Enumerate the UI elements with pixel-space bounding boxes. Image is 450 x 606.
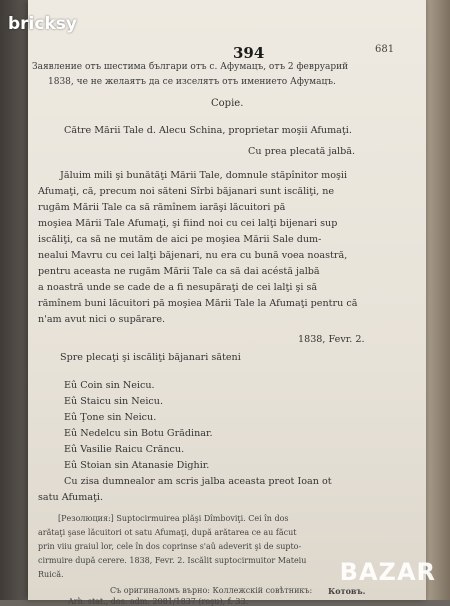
body-line: n'am avut nici o supărare. xyxy=(38,314,166,325)
certification-line: Съ оригиналомъ върно: Коллежскій совѣтникъ: xyxy=(110,586,313,595)
signature-line: Eû Ţone sin Neicu. xyxy=(64,412,157,423)
address-line: Către Mării Tale d. Alecu Schina, proprietar moşii Afumaţi. xyxy=(64,125,352,136)
body-line: Jăluim mili şi bunătăţi Mării Tale, domnule stăpînitor moşii xyxy=(60,170,348,181)
page-number: 394 xyxy=(233,44,265,62)
certification-name: Котовъ. xyxy=(328,586,366,596)
date: 1838, Fevr. 2. xyxy=(298,334,365,345)
body-line: moşiea Mării Tale Afumaţi, şi fiind noi cu cei lalţi bijenari sup xyxy=(38,218,338,229)
body-line: pentru aceasta ne rugăm Mării Tale ca să dai acéstă jalbă xyxy=(38,266,320,277)
body-line: rămînem buni lăcuitori pă moşiea Mării Tale la Afumaţi pentru că xyxy=(38,298,358,309)
resolution-line: prin viiu graiul lor, cele în dos coprinse s'aû adeverit şi de supto- xyxy=(38,542,302,551)
book-page xyxy=(28,0,426,606)
archive-footnote: Arh. stat., dos. adm. 2081/1837 (roşu), f. 33. xyxy=(68,597,249,606)
body-line: Afumaţi, că, precum noi săteni Sîrbi băjanari sunt iscăliţi, ne xyxy=(38,186,335,197)
body-line: iscăliţi, ca să ne mutăm de aici pe moşiea Mării Sale dum- xyxy=(38,234,322,245)
signature-line: Eû Vasilie Raicu Crăncu. xyxy=(64,444,185,455)
resolution-line: cirmuire după cerere. 1838, Fevr. 2. Iscălit suptocirmuitor Mateiu xyxy=(38,556,307,565)
resolution-line: arătaţi şase lăcuitori ot satu Afumaţi, după arătarea ce au făcut xyxy=(38,528,297,537)
body-line: nealui Mavru cu cei lalţi băjenari, nu era cu bună voea noastră, xyxy=(38,250,348,261)
resolution-line: [Резолюция:] Suptocirmuirea plăşi Dîmboviţi. Cei în dos xyxy=(58,514,289,523)
copie-label: Copie. xyxy=(211,98,244,109)
original-page-number: 681 xyxy=(375,44,395,55)
signature-line: Eû Coin sin Neicu. xyxy=(64,380,155,391)
resolution-line: Ruică. xyxy=(38,570,64,579)
header-line-2: 1838, че не желаятъ да се изселятъ отъ имението Афумацъ. xyxy=(48,77,336,87)
signature-line: Eû Staicu sin Neicu. xyxy=(64,396,164,407)
signatures-intro: Spre plecaţi şi iscăliţi băjanari săteni xyxy=(60,352,241,363)
body-line: rugăm Mării Tale ca să rămînem iarăşi lăcuitori pă xyxy=(38,202,286,213)
signature-line: Eû Stoian sin Atanasie Dighir. xyxy=(64,460,210,471)
signature-line: Eû Nedelcu sin Botu Grădinar. xyxy=(64,428,213,439)
body-line: a noastră unde se cade de a fi nesupăraţi de cei lalţi şi să xyxy=(38,282,318,293)
watermark-logo-bottom: BAZAR xyxy=(339,558,436,586)
watermark-logo-top: bricksy xyxy=(8,14,77,34)
scribe-line: satu Afumaţi. xyxy=(38,492,104,503)
salutation: Cu prea plecată jalbă. xyxy=(248,146,356,157)
book-spine-left xyxy=(0,0,30,600)
header-line-1: Заявление отъ шестима българи отъ с. Афумацъ, отъ 2 февруарий xyxy=(32,62,349,72)
scribe-line: Cu zisa dumnealor am scris jalba aceasta preot Ioan ot xyxy=(64,476,332,487)
